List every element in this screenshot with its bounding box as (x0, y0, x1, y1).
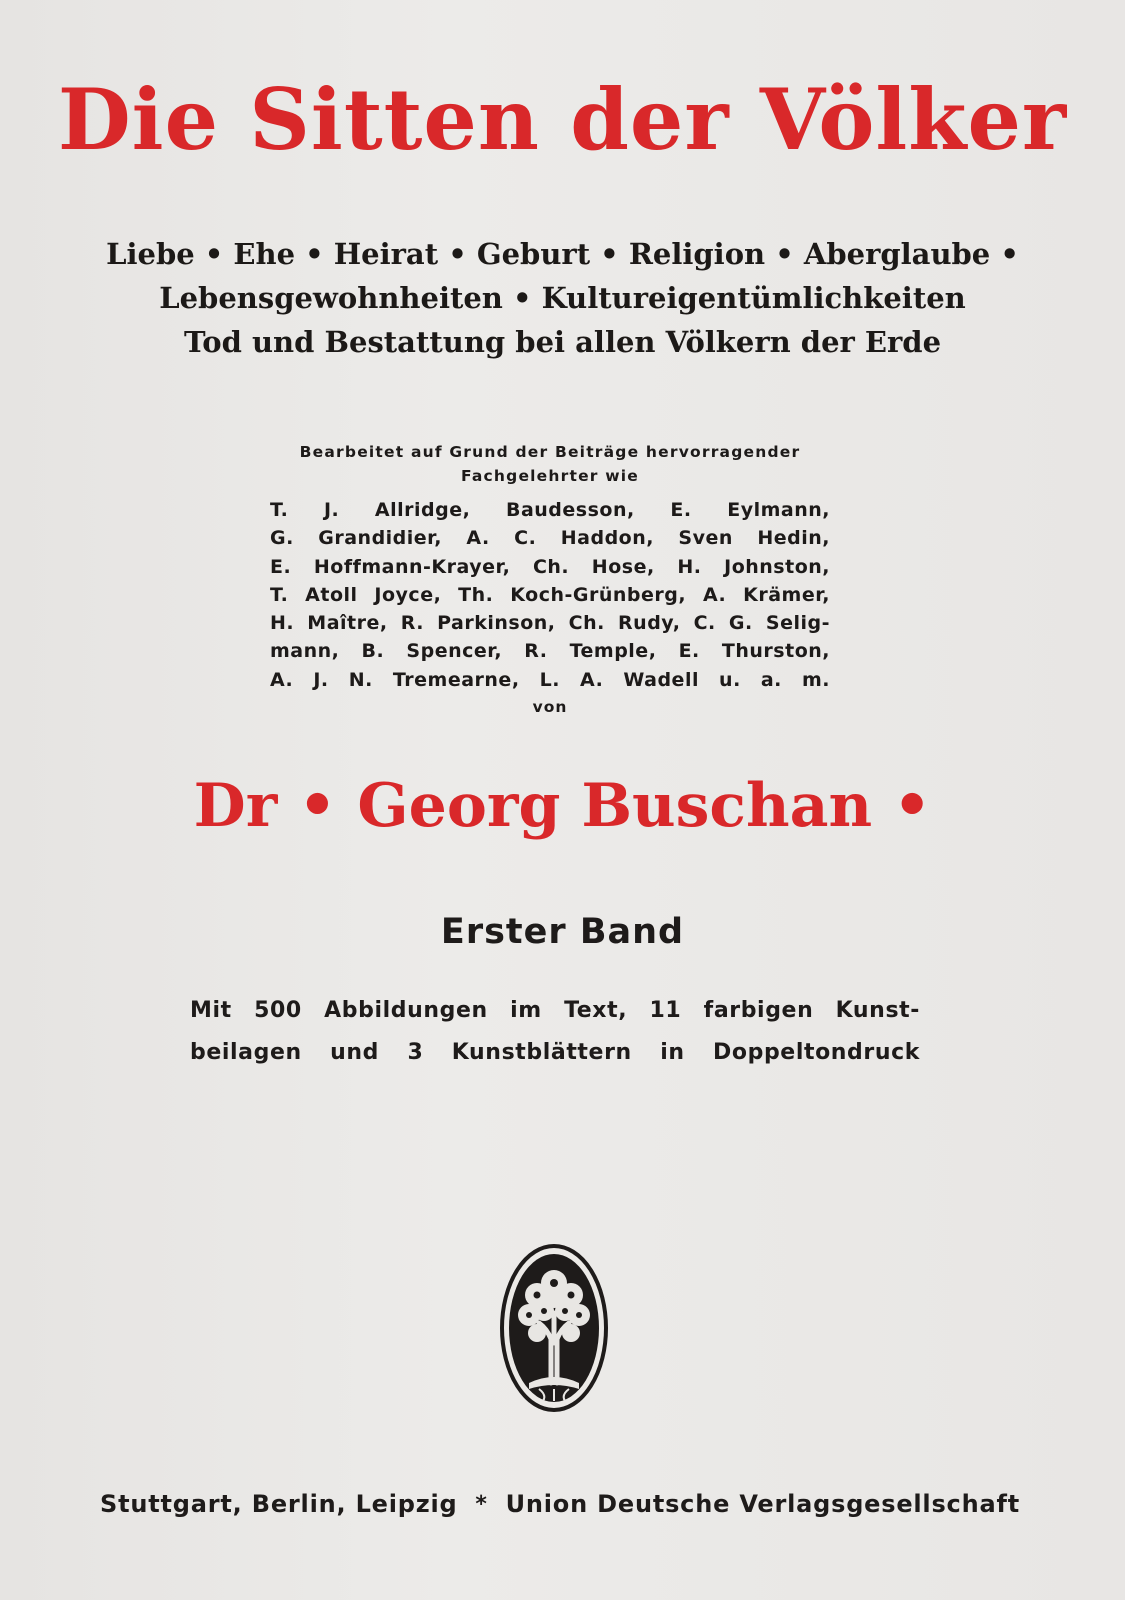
intro-line: Fachgelehrter wie (461, 467, 639, 485)
subtitle-line: Tod und Bestattung bei allen Völkern der Erde (183, 325, 942, 359)
volume-label: Erster Band (440, 912, 685, 952)
contributor-line: T. Atoll Joyce, Th. Koch-Grünberg, A. Krämer, (270, 583, 830, 606)
illustrations-note (190, 990, 920, 1074)
illustrations-line: Mit 500 Abbildungen im Text, 11 farbigen Kunst- (190, 998, 920, 1023)
subtitle-line: Lebensgewohnheiten • Kultureigentümlichkeiten (159, 281, 966, 315)
contributor-names (270, 496, 830, 694)
imprint-separator-icon: * (475, 1491, 488, 1517)
contributor-line: A. J. N. Tremearne, L. A. Wadell u. a. m. (270, 668, 830, 691)
contributors-intro (270, 440, 830, 488)
imprint-publisher: Union Deutsche Verlagsgesellschaft (505, 1490, 1020, 1518)
illustrations-line: beilagen und 3 Kunstblättern in Doppeltondruck (190, 1040, 920, 1065)
contributor-line: G. Grandidier, A. C. Haddon, Sven Hedin, (270, 527, 830, 550)
book-title: Die Sitten der Völker (57, 70, 1068, 169)
intro-line: Bearbeitet auf Grund der Beiträge hervorragender (299, 443, 801, 461)
subtitle-block (0, 232, 1125, 364)
contributor-line: mann, B. Spencer, R. Temple, E. Thurston, (270, 640, 830, 663)
contributor-line: E. Hoffmann-Krayer, Ch. Hose, H. Johnston, (270, 555, 830, 578)
von-label: von (532, 698, 568, 717)
imprint-place: Stuttgart, Berlin, Leipzig (100, 1490, 458, 1518)
contributor-line: T. J. Allridge, Baudesson, E. Eylmann, (270, 499, 830, 521)
subtitle-line: Liebe • Ehe • Heirat • Geburt • Religion • Aberglaube • (106, 237, 1019, 271)
contributor-line: H. Maître, R. Parkinson, Ch. Rudy, C. G. Selig- (270, 612, 830, 635)
oak-tree-publisher-emblem-icon (499, 1243, 609, 1413)
author-name: Dr • Georg Buschan • (193, 771, 932, 841)
contributors-block (270, 440, 830, 716)
imprint-line (100, 1490, 1020, 1518)
